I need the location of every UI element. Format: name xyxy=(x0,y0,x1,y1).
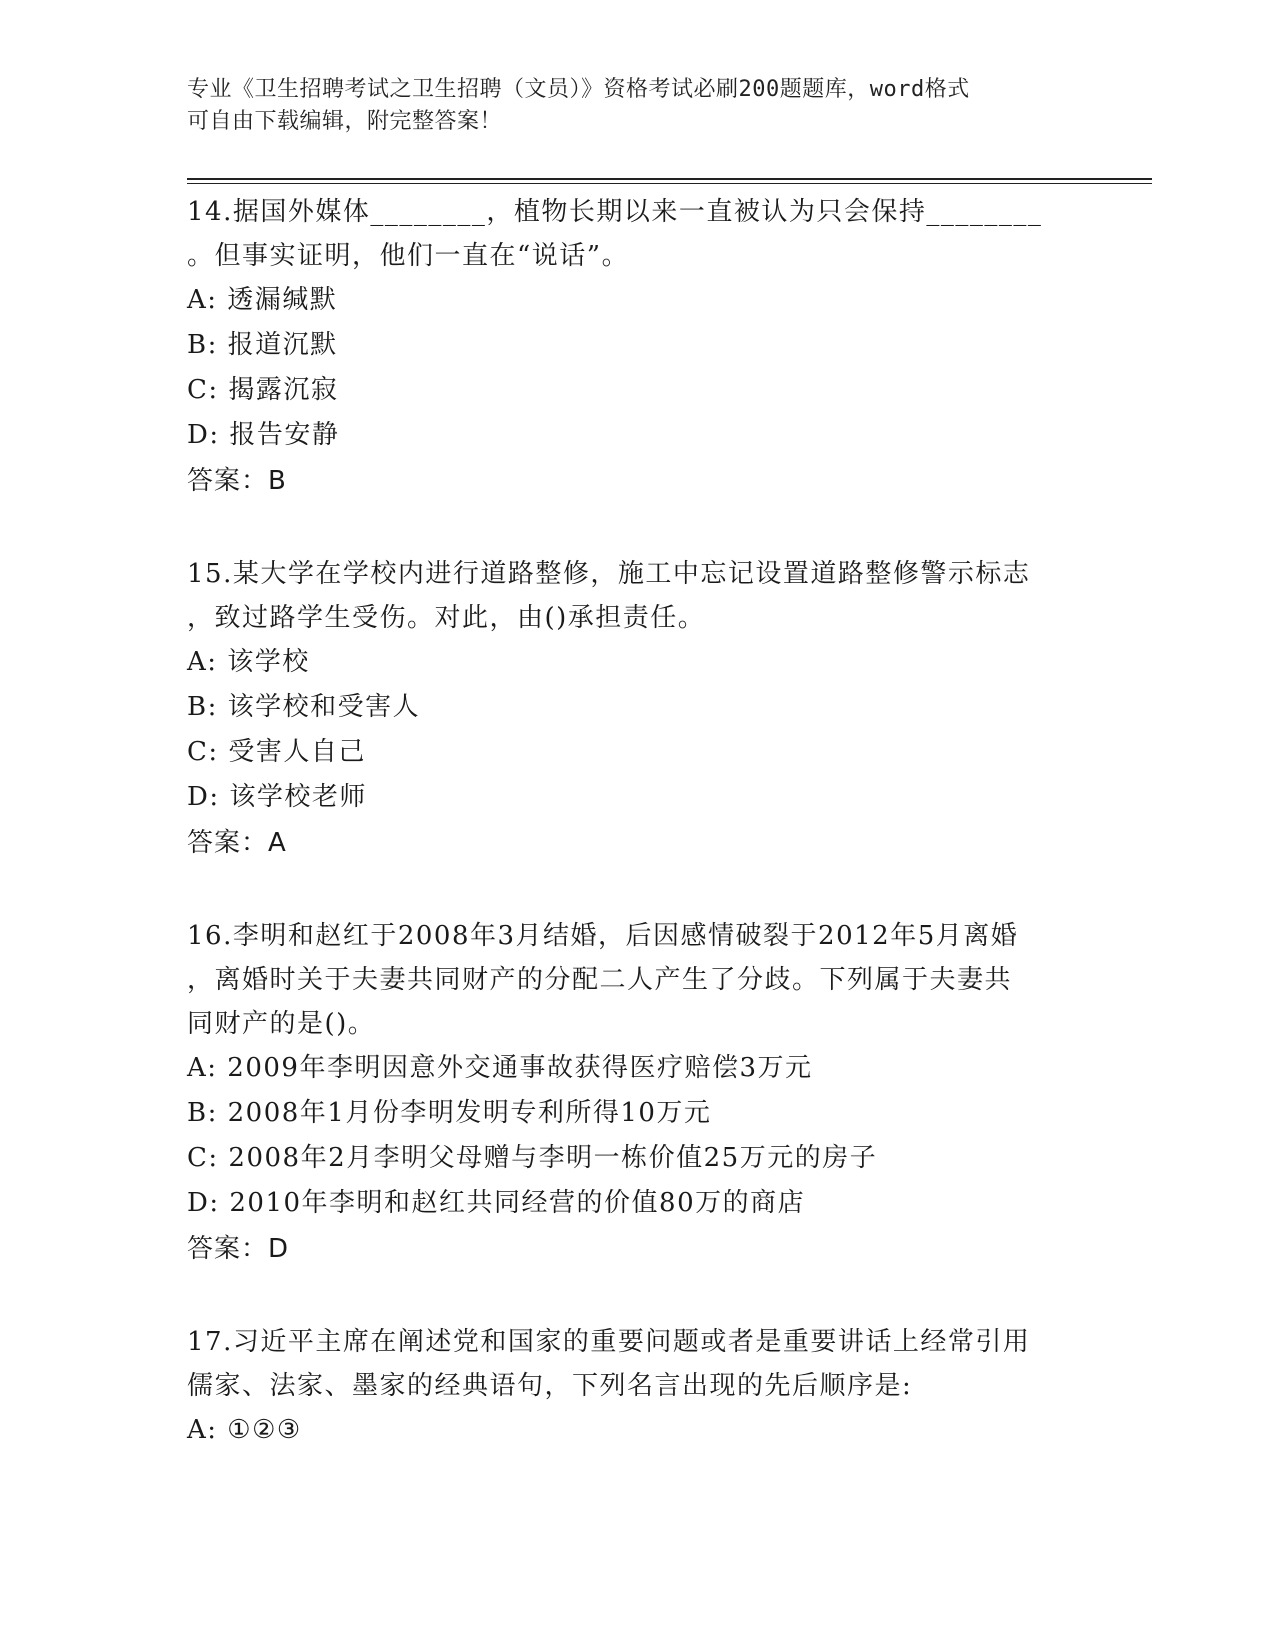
answer: 答案：D xyxy=(187,1234,290,1264)
question-stem-line: ，致过路学生受伤。对此，由()承担责任。 xyxy=(187,603,706,633)
question-16 xyxy=(187,914,1087,1272)
option-c: C: 揭露沉寂 xyxy=(187,375,339,405)
answer: 答案：B xyxy=(187,466,287,496)
question-stem-line: 15.某大学在学校内进行道路整修，施工中忘记设置道路整修警示标志 xyxy=(187,559,1031,589)
question-15 xyxy=(187,552,1087,866)
header-line-1: 专业《卫生招聘考试之卫生招聘（文员）》资格考试必刷200题题库，word格式 xyxy=(187,77,970,102)
option-c: C: 2008年2月李明父母赠与李明一栋价值25万元的房子 xyxy=(187,1143,878,1173)
question-stem-line: 14.据国外媒体________，植物长期以来一直被认为只会保持________ xyxy=(187,197,1043,227)
option-b: B: 2008年1月份李明发明专利所得10万元 xyxy=(187,1098,712,1128)
option-d: D: 2010年李明和赵红共同经营的价值80万的商店 xyxy=(187,1188,806,1218)
question-14 xyxy=(187,190,1087,504)
option-a: A: 2009年李明因意外交通事故获得医疗赔偿3万元 xyxy=(187,1053,813,1083)
question-17 xyxy=(187,1320,1087,1453)
question-stem-line: 。但事实证明，他们一直在“说话”。 xyxy=(187,241,630,271)
header-rule-thick xyxy=(187,178,1152,180)
question-stem-line: 17.习近平主席在阐述党和国家的重要问题或者是重要讲话上经常引用 xyxy=(187,1327,1031,1357)
option-b: B: 该学校和受害人 xyxy=(187,692,421,722)
page-header xyxy=(187,74,1067,138)
option-b: B: 报道沉默 xyxy=(187,330,338,360)
option-d: D: 报告安静 xyxy=(187,420,340,450)
option-c: C: 受害人自己 xyxy=(187,737,366,767)
option-a: A: ①②③ xyxy=(187,1415,302,1445)
option-a: A: 该学校 xyxy=(187,647,310,677)
option-a: A: 透漏缄默 xyxy=(187,285,338,315)
answer: 答案：A xyxy=(187,828,287,858)
header-rule-thin xyxy=(187,183,1152,184)
questions-list xyxy=(187,190,1087,1453)
question-stem-line: 儒家、法家、墨家的经典语句，下列名言出现的先后顺序是: xyxy=(187,1371,913,1401)
question-stem-line: 同财产的是()。 xyxy=(187,1009,376,1039)
option-d: D: 该学校老师 xyxy=(187,782,367,812)
header-line-2: 可自由下载编辑，附完整答案！ xyxy=(187,109,503,134)
question-stem-line: 16.李明和赵红于2008年3月结婚，后因感情破裂于2012年5月离婚 xyxy=(187,921,1019,951)
question-stem-line: ，离婚时关于夫妻共同财产的分配二人产生了分歧。下列属于夫妻共 xyxy=(187,965,1013,995)
